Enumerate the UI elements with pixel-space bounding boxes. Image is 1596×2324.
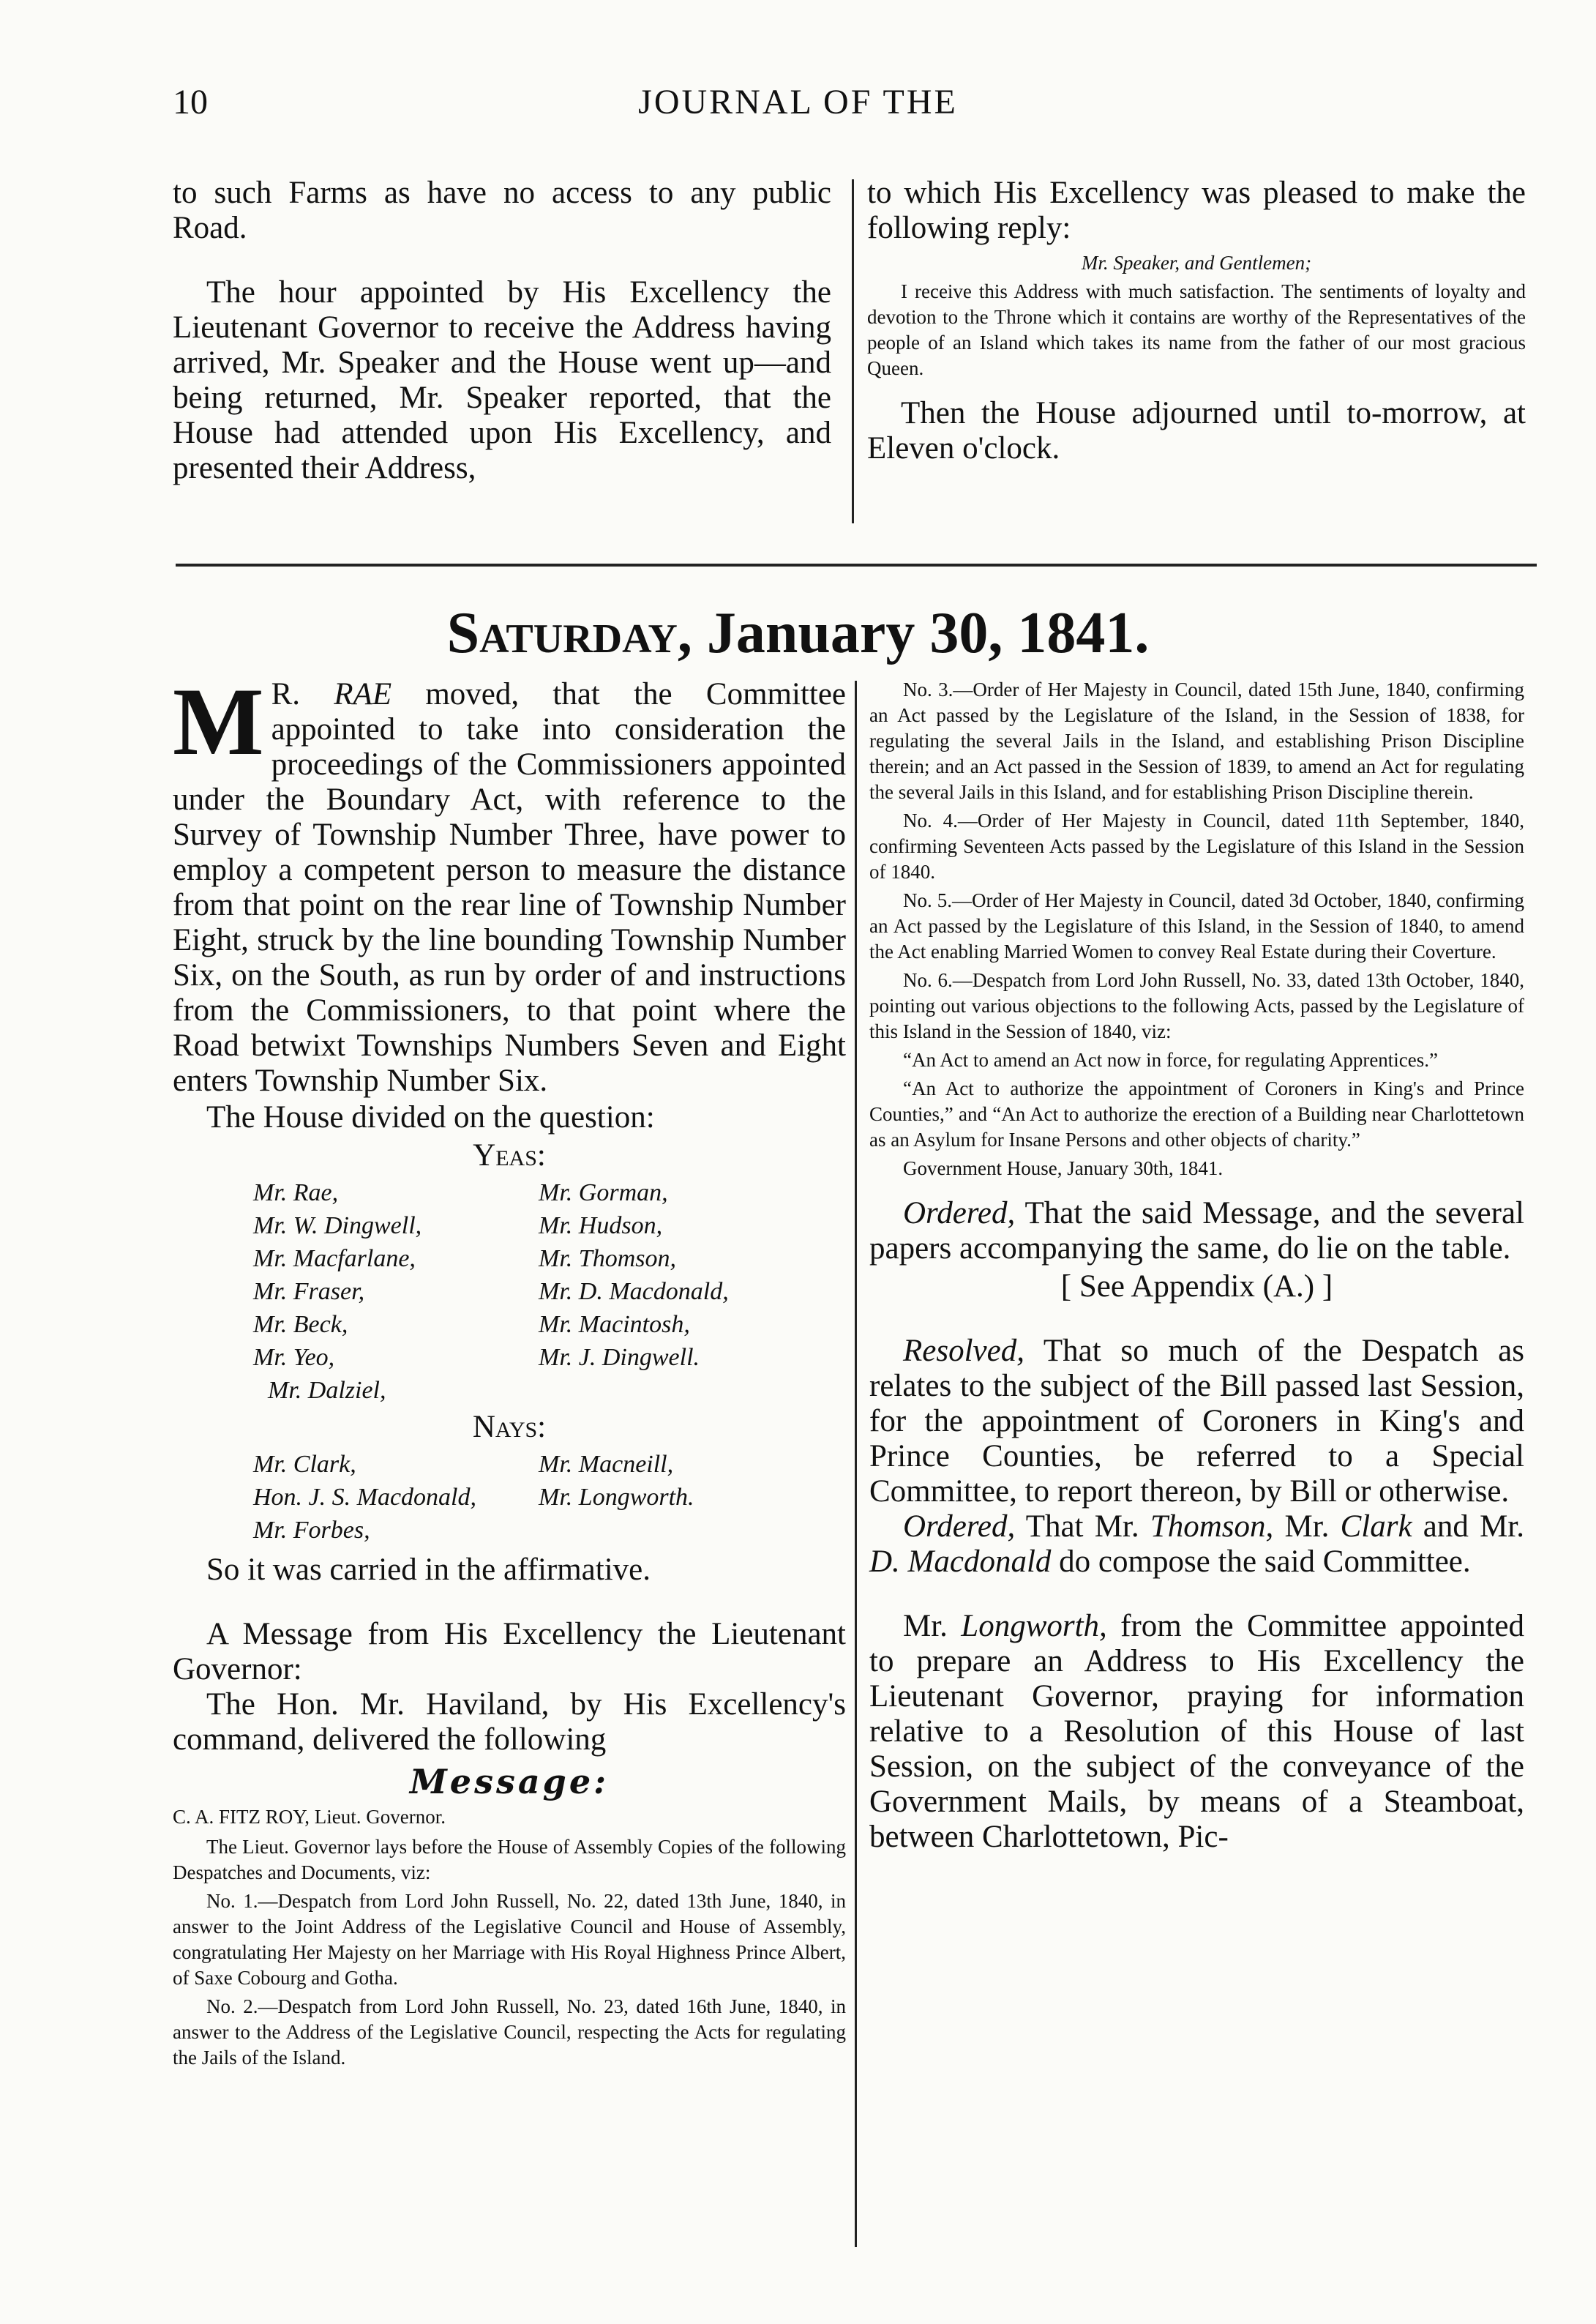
yea-name: Mr. Thomson, (539, 1245, 676, 1272)
lower-right-column (869, 677, 1524, 1855)
act-coroners-asylum: “An Act to authorize the appointment of Coroners in King's and Prince Counties,” and “An Act to authorize the erection of a Building near Charlottetown as an Asylum for Insane Persons and other objects of charity.” (869, 1077, 1524, 1151)
salutation: Mr. Speaker, and Gentlemen; (1081, 252, 1312, 274)
nay-name: Mr. Clark, (253, 1451, 356, 1478)
haviland-delivered: The Hon. Mr. Haviland, by His Excellency's command, delivered the following (173, 1687, 846, 1757)
dateline (0, 600, 1596, 667)
yea-name: Mr. Yeo, (253, 1344, 335, 1371)
despatch-no6: No. 6.—Despatch from Lord John Russell, No. 33, dated 13th October, 1840, pointing out various objections to the following Acts, passed by the Legislature of this Island in the Session of 1840, viz: (869, 969, 1524, 1042)
yea-name: Mr. W. Dingwell, (253, 1212, 422, 1239)
column-divider-main (855, 681, 857, 2247)
paragraph-farms: to such Farms as have no access to any public Road. (173, 176, 831, 245)
message-title: Message: (409, 1762, 610, 1801)
yea-name: Mr. Rae, (253, 1179, 339, 1206)
government-house-date: Government House, January 30th, 1841. (903, 1157, 1224, 1179)
column-divider-top (852, 179, 854, 523)
yea-name: Mr. Macfarlane, (253, 1245, 416, 1272)
yea-name: Mr. Dalziel, (268, 1377, 386, 1404)
order-no3: No. 3.—Order of Her Majesty in Council, dated 15th June, 1840, confirming an Act passed by the Legislature of the Island, in the Session of 1838, for regulating the several Jails in the Island, and establishing Prison Discipline therein; and an Act passed in the Session of 1839, to amend an Act for regulating the several Jails in this Island, and for establishing Prison Discipline therein. (869, 679, 1524, 803)
lays-before: The Lieut. Governor lays before the House of Assembly Copies of the following Despatches and Documents, viz: (173, 1836, 846, 1883)
nay-name: Mr. Macneill, (539, 1451, 674, 1478)
member-name-rae: RAE (334, 677, 392, 711)
yea-name: Mr. Hudson, (539, 1212, 663, 1239)
fitzroy-signature: C. A. FITZ ROY, Lieut. Governor. (173, 1806, 446, 1828)
ordered-committee: Ordered, That Mr. Thomson, Mr. Clark and Mr. D. Macdonald do compose the said Committee. (869, 1509, 1524, 1579)
order-no4: No. 4.—Order of Her Majesty in Council, dated 11th September, 1840, confirming Seventeen Acts passed by the Legislature of this Island in the Session of 1840. (869, 810, 1524, 883)
despatch-no2: No. 2.—Despatch from Lord John Russell, No. 23, dated 16th June, 1840, in answer to the Address of the Legislative Council, respecting the Acts for regulating the Jails of the Island. (173, 1995, 846, 2069)
paragraph-address-presented: The hour appointed by His Excellency the Lieutenant Governor to receive the Address having arrived, Mr. Speaker and the House went up—and being returned, Mr. Speaker reported, that the House had attended upon His Excellency, and presented their Address, (173, 275, 831, 485)
lower-left-column (173, 668, 846, 2071)
yea-name: Mr. Macintosh, (539, 1311, 690, 1338)
top-right-column (867, 176, 1526, 466)
nay-name: Hon. J. S. Macdonald, (253, 1484, 477, 1511)
dateline-date: January 30, 1841. (706, 601, 1150, 665)
nay-name: Mr. Forbes, (253, 1517, 370, 1544)
yea-name: Mr. Gorman, (539, 1179, 668, 1206)
appendix-reference: [ See Appendix (A.) ] (1060, 1269, 1333, 1304)
running-title: JOURNAL OF THE (638, 83, 958, 122)
yea-name: Mr. Beck, (253, 1311, 348, 1338)
governor-reply: I receive this Address with much satisfaction. The sentiments of loyalty and devotion to the Throne which it contains are worthy of the Representatives of the people of an Island which takes its name from the father of our most gracious Queen. (867, 280, 1526, 379)
yea-name: Mr. Fraser, (253, 1278, 365, 1305)
nays-list (173, 1448, 846, 1547)
longworth-report: Mr. Longworth, from the Committee appointed to prepare an Address to His Excellency the Lieutenant Governor, praying for information relative to a Resolution of this House of last Session, on the subject of the conveyance of the Government Mails, by means of a Steamboat, between Charlottetown, Pic- (869, 1609, 1524, 1854)
page-number: 10 (173, 83, 208, 122)
nay-name: Mr. Longworth. (539, 1484, 694, 1511)
despatch-no1: No. 1.—Despatch from Lord John Russell, No. 22, dated 13th June, 1840, in answer to the Joint Address of the Legislative Council and House of Assembly, congratulating Her Majesty on her Marriage with His Royal Highness Prince Albert, of Saxe Cobourg and Gotha. (173, 1890, 846, 1989)
house-divided: The House divided on the question: (206, 1100, 655, 1135)
order-no5: No. 5.—Order of Her Majesty in Council, dated 3d October, 1840, confirming an Act passed by the Legislature of this Island, in the Session of 1840, to amend the Act enabling Married Women to convey Real Estate during their Coverture. (869, 889, 1524, 963)
ordered-lie-on-table: Ordered, That the said Message, and the several papers accompanying the same, do lie on the table. (869, 1196, 1524, 1266)
nays-heading: Nays: (472, 1410, 547, 1444)
dateline-day: Saturday, (446, 601, 692, 665)
yeas-list (173, 1176, 846, 1407)
message-intro: A Message from His Excellency the Lieutenant Governor: (173, 1617, 846, 1686)
yea-name: Mr. D. Macdonald, (539, 1278, 729, 1305)
yeas-heading: Yeas: (473, 1138, 546, 1173)
resolved-coroners: Resolved, That so much of the Despatch as relates to the subject of the Bill passed last Session, for the appointment of Coroners in King's and Prince Counties, be referred to a Special Committee, to report thereon, by Bill or otherwise. (869, 1334, 1524, 1509)
paragraph-adjourn: Then the House adjourned until to-morrow, at Eleven o'clock. (867, 396, 1526, 466)
paragraph-reply-intro: to which His Excellency was pleased to make the following reply: (867, 176, 1526, 245)
drop-cap: M (173, 668, 264, 775)
yea-name: Mr. J. Dingwell. (539, 1344, 700, 1371)
top-left-column (173, 176, 831, 486)
carried-affirmative: So it was carried in the affirmative. (206, 1553, 651, 1587)
act-apprentices: “An Act to amend an Act now in force, for regulating Apprentices.” (903, 1049, 1439, 1071)
section-rule (176, 564, 1537, 567)
paragraph-rae-motion: M R. RAE moved, that the Committee appointed to take into consideration the proceedings of the Commissioners appointed under the Boundary Act, with reference to the Survey of Township Number Three, have power to employ a competent person to measure the distance from that point on the rear line of Township Number Eight, struck by the line bounding Township Number Six, on the South, as run by order of and instructions from the Commissioners, to that point where the Road betwixt Townships Numbers Seven and Eight enters Township Number Six. (173, 668, 846, 1098)
